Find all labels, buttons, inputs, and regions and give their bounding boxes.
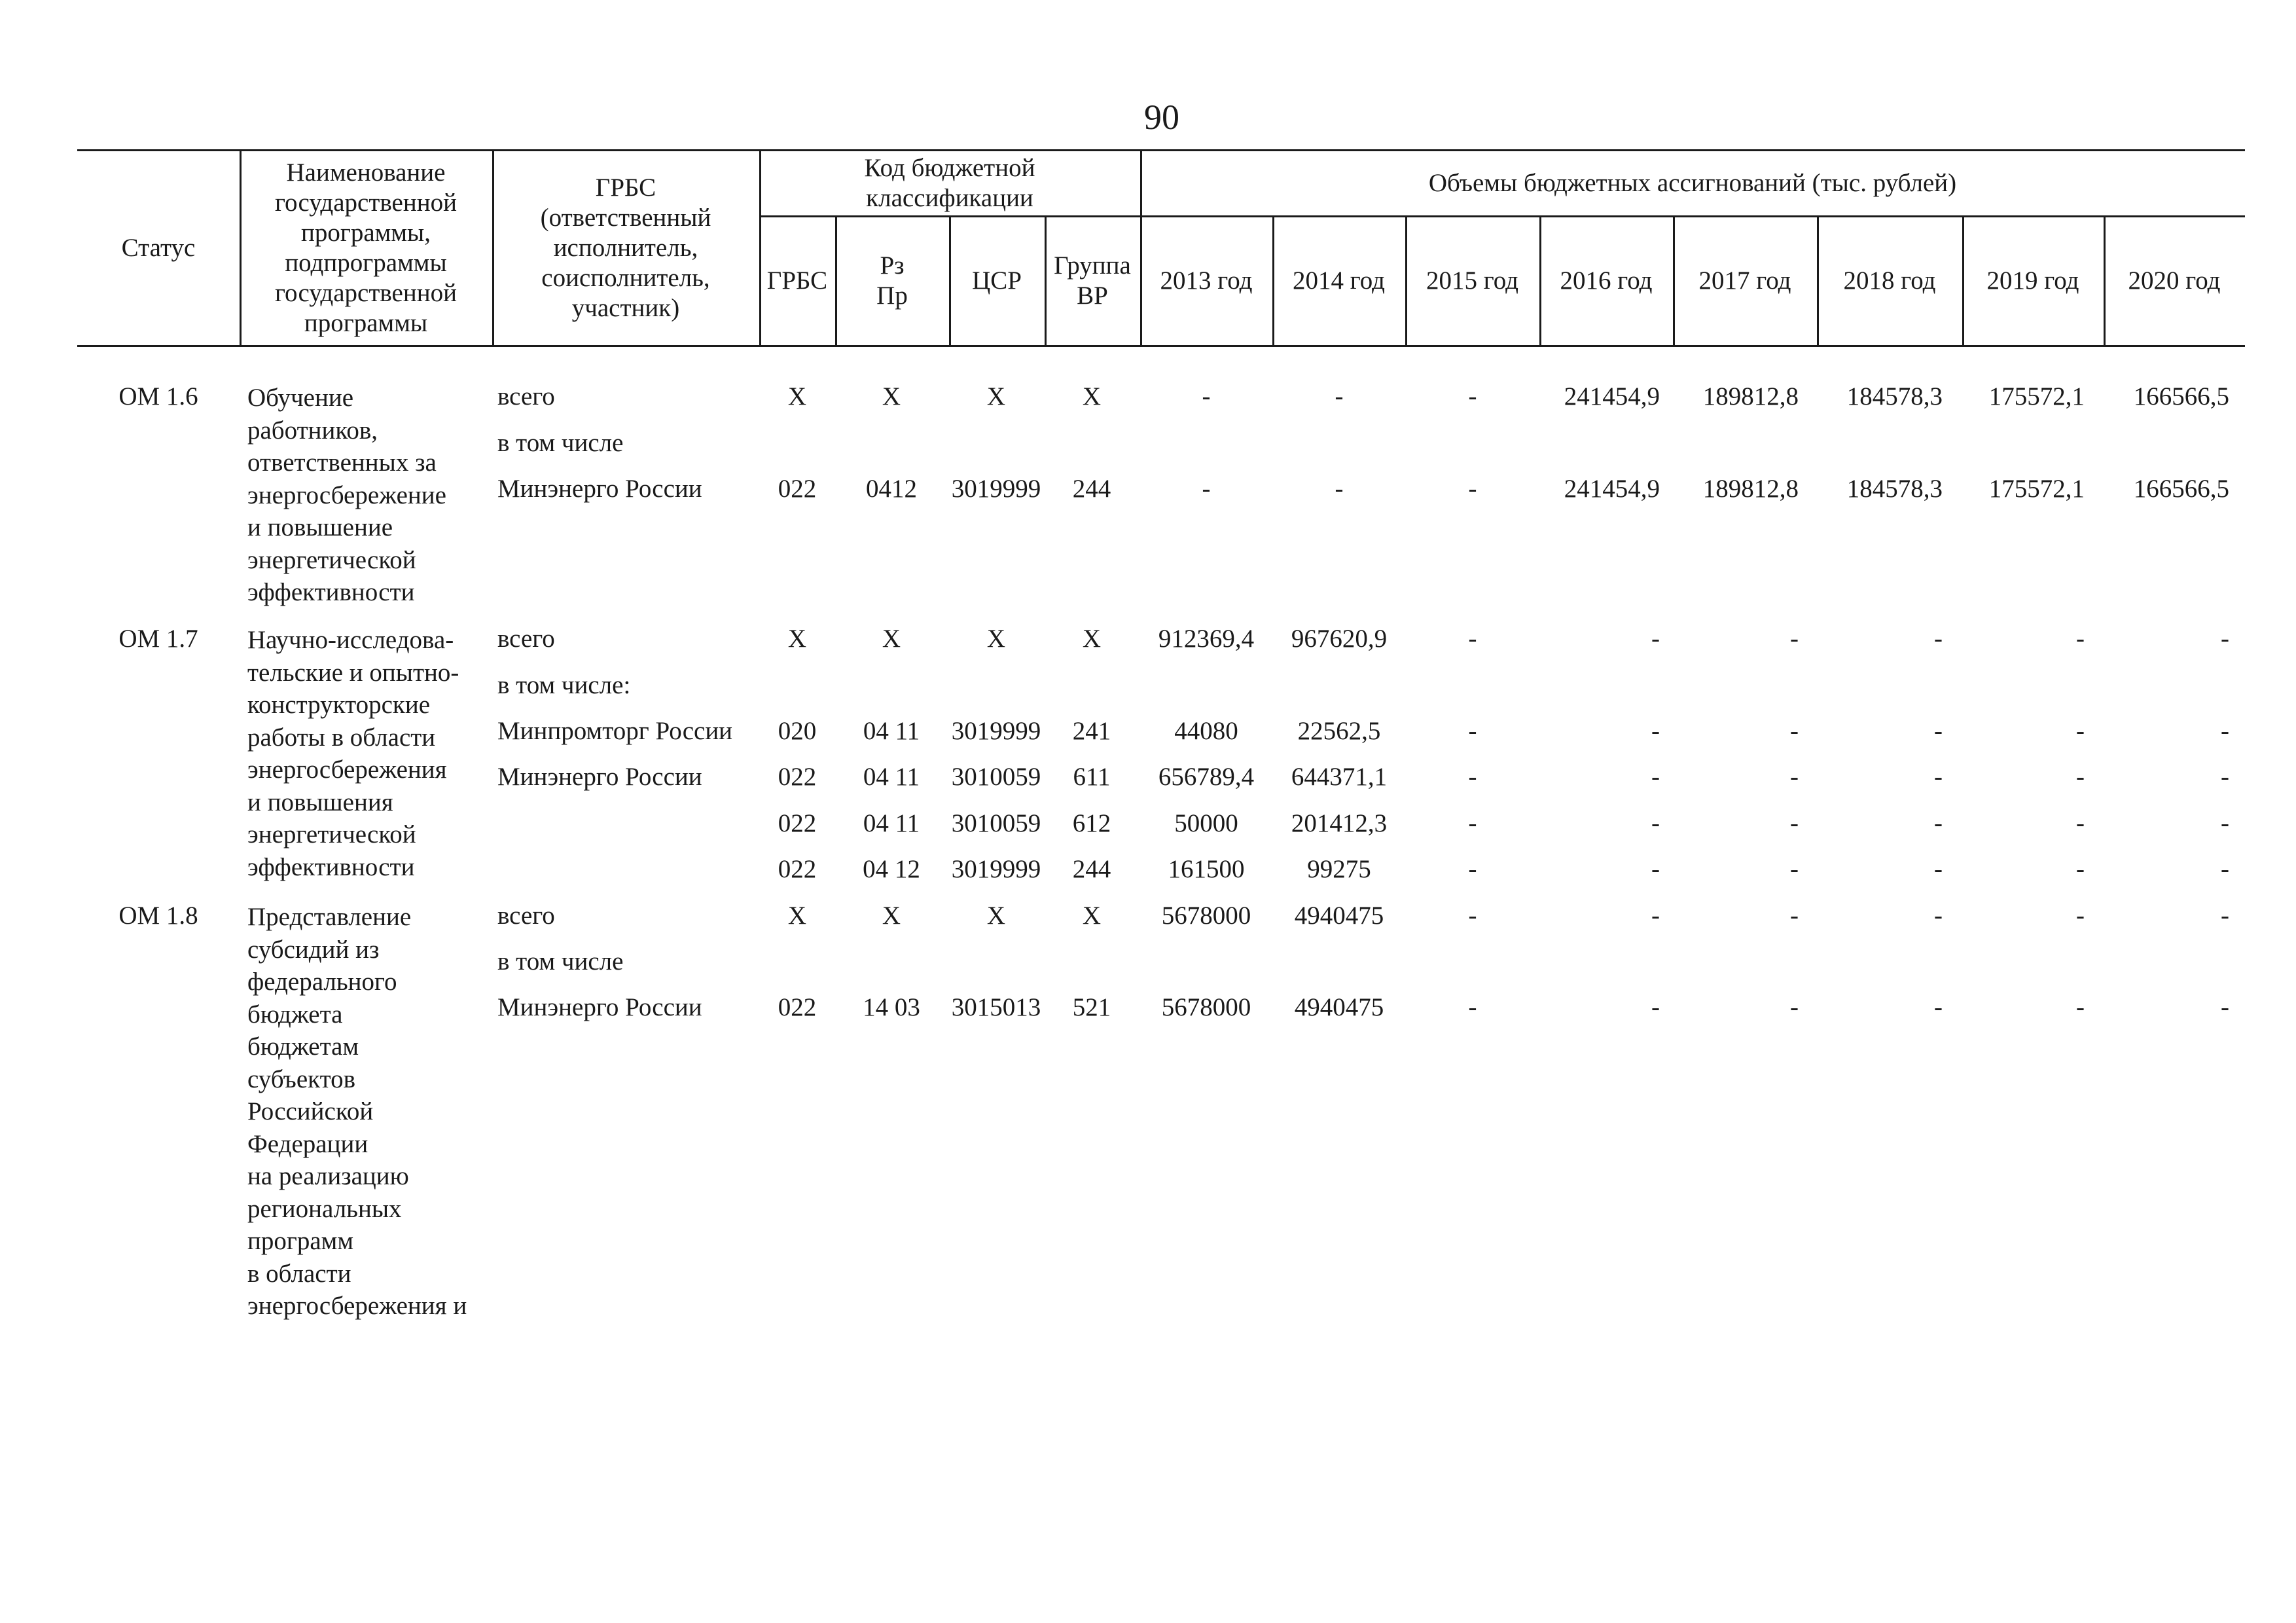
header-year-2017: 2017 год — [1698, 266, 1791, 295]
code-csr: Х — [986, 382, 1006, 410]
executor-name: Минэнерго России — [497, 763, 702, 791]
row-status: ОМ 1.8 — [118, 902, 198, 930]
code-grbs: 022 — [778, 855, 817, 883]
header-year-2013: 2013 год — [1160, 266, 1253, 295]
code-rzpr: 04 12 — [863, 855, 920, 883]
header-budget-code: Код бюджетной классификации — [864, 153, 1035, 212]
code-grbs: Х — [787, 902, 807, 930]
value-cell: 175572,1 — [1988, 475, 2085, 503]
code-rzpr: 04 11 — [863, 809, 920, 837]
code-rzpr: 0412 — [866, 475, 917, 503]
header-code-vr: Группа ВР — [1054, 251, 1131, 310]
value-cell: - — [1651, 993, 1660, 1021]
code-csr: 3010059 — [951, 809, 1041, 837]
code-grbs: 020 — [778, 717, 817, 745]
code-csr: 3010059 — [951, 763, 1041, 791]
value-cell: - — [2221, 993, 2229, 1021]
code-grbs: 022 — [778, 809, 817, 837]
value-cell: 44080 — [1174, 717, 1238, 745]
code-vr: Х — [1082, 382, 1102, 410]
value-cell: 241454,9 — [1564, 475, 1660, 503]
value-cell: 5678000 — [1161, 993, 1251, 1021]
value-cell: - — [1651, 717, 1660, 745]
value-cell: - — [1335, 382, 1344, 410]
value-cell: - — [1468, 382, 1477, 410]
value-cell: - — [1335, 475, 1344, 503]
code-vr: 244 — [1072, 475, 1111, 503]
code-grbs: Х — [787, 625, 807, 653]
value-cell: - — [1934, 809, 1943, 837]
value-cell: 4940475 — [1294, 902, 1384, 930]
header-year-2014: 2014 год — [1293, 266, 1385, 295]
value-cell: - — [2076, 625, 2085, 653]
code-grbs: Х — [787, 382, 807, 410]
value-cell: - — [1468, 902, 1477, 930]
executor-name: Минпромторг России — [497, 717, 733, 745]
executor-name: в том числе — [497, 947, 624, 976]
code-vr: 244 — [1072, 855, 1111, 883]
header-year-2018: 2018 год — [1843, 266, 1936, 295]
code-vr: 611 — [1073, 763, 1111, 791]
value-cell: 189812,8 — [1702, 382, 1799, 410]
value-cell: - — [1651, 625, 1660, 653]
value-cell: - — [1468, 809, 1477, 837]
value-cell: - — [2076, 763, 2085, 791]
value-cell: - — [2221, 855, 2229, 883]
code-csr: 3019999 — [951, 855, 1041, 883]
program-name: Обучение работников, ответственных за энергосбережение и повышение энергетической эффективности — [247, 384, 446, 606]
code-csr: 3019999 — [951, 475, 1041, 503]
value-cell: 656789,4 — [1158, 763, 1255, 791]
value-cell: 166566,5 — [2133, 475, 2229, 503]
value-cell: - — [2076, 902, 2085, 930]
code-vr: 521 — [1072, 993, 1111, 1021]
value-cell: - — [2221, 902, 2229, 930]
executor-name: Минэнерго России — [497, 993, 702, 1021]
value-cell: - — [1934, 902, 1943, 930]
header-budget-volumes: Объемы бюджетных ассигнований (тыс. рублей) — [1428, 168, 1957, 197]
code-vr: 241 — [1072, 717, 1111, 745]
value-cell: - — [2076, 855, 2085, 883]
value-cell: 241454,9 — [1564, 382, 1660, 410]
header-grbs-executor: ГРБС (ответственный исполнитель, соисполнитель, участник) — [540, 173, 711, 322]
code-rzpr: Х — [882, 382, 901, 410]
value-cell: - — [2221, 809, 2229, 837]
value-cell: - — [1651, 855, 1660, 883]
value-cell: - — [1202, 382, 1211, 410]
value-cell: 50000 — [1174, 809, 1238, 837]
value-cell: - — [1468, 475, 1477, 503]
code-grbs: 022 — [778, 993, 817, 1021]
value-cell: 5678000 — [1161, 902, 1251, 930]
header-year-2019: 2019 год — [1986, 266, 2079, 295]
value-cell: - — [1790, 993, 1799, 1021]
header-year-2015: 2015 год — [1426, 266, 1518, 295]
code-vr: Х — [1082, 902, 1102, 930]
value-cell: 22562,5 — [1297, 717, 1381, 745]
code-vr: 612 — [1072, 809, 1111, 837]
value-cell: 166566,5 — [2133, 382, 2229, 410]
value-cell: 189812,8 — [1702, 475, 1799, 503]
value-cell: 99275 — [1307, 855, 1371, 883]
value-cell: 4940475 — [1294, 993, 1384, 1021]
code-grbs: 022 — [778, 475, 817, 503]
code-rzpr: 04 11 — [863, 763, 920, 791]
value-cell: 175572,1 — [1988, 382, 2085, 410]
value-cell: 201412,3 — [1291, 809, 1388, 837]
value-cell: - — [2076, 717, 2085, 745]
row-status: ОМ 1.6 — [118, 382, 198, 410]
value-cell: - — [1651, 809, 1660, 837]
value-cell: - — [1790, 902, 1799, 930]
header-program-name: Наименование государственной программы, подпрограммы государственной программы — [275, 158, 457, 337]
row-status: ОМ 1.7 — [118, 625, 198, 653]
header-code-rzpr: Рз Пр — [876, 251, 908, 310]
executor-name: всего — [497, 625, 555, 653]
header-year-2016: 2016 год — [1560, 266, 1653, 295]
executor-name: в том числе — [497, 429, 624, 457]
value-cell: - — [1934, 993, 1943, 1021]
code-rzpr: Х — [882, 902, 901, 930]
value-cell: - — [2076, 993, 2085, 1021]
value-cell: - — [1790, 717, 1799, 745]
executor-name: Минэнерго России — [497, 475, 702, 503]
value-cell: 644371,1 — [1291, 763, 1388, 791]
executor-name: всего — [497, 902, 555, 930]
code-csr: 3019999 — [951, 717, 1041, 745]
value-cell: - — [2076, 809, 2085, 837]
header-code-csr: ЦСР — [972, 266, 1022, 295]
code-csr: Х — [986, 625, 1006, 653]
value-cell: - — [2221, 763, 2229, 791]
header-year-2020: 2020 год — [2128, 266, 2221, 295]
value-cell: - — [2221, 717, 2229, 745]
value-cell: 967620,9 — [1291, 625, 1388, 653]
value-cell: - — [1468, 763, 1477, 791]
code-vr: Х — [1082, 625, 1102, 653]
page-number: 90 — [1144, 98, 1179, 137]
executor-name: в том числе: — [497, 671, 631, 699]
value-cell: - — [1934, 625, 1943, 653]
value-cell: - — [1468, 855, 1477, 883]
value-cell: 161500 — [1168, 855, 1245, 883]
program-name: Представление субсидий из федерального бюджета бюджетам субъектов Российской Федерации на реализацию региональных программ в области энергосбережения и — [247, 903, 467, 1320]
header-bottom-rule — [77, 345, 2245, 347]
value-cell: - — [1790, 763, 1799, 791]
code-csr: Х — [986, 902, 1006, 930]
value-cell: - — [1468, 993, 1477, 1021]
value-cell: - — [2221, 625, 2229, 653]
executor-name: всего — [497, 382, 555, 410]
value-cell: - — [1934, 763, 1943, 791]
value-cell: - — [1651, 763, 1660, 791]
code-csr: 3015013 — [951, 993, 1041, 1021]
value-cell: - — [1468, 625, 1477, 653]
value-cell: - — [1790, 625, 1799, 653]
header-status: Статус — [121, 233, 196, 262]
value-cell: - — [1468, 717, 1477, 745]
value-cell: 184578,3 — [1846, 475, 1943, 503]
value-cell: - — [1202, 475, 1211, 503]
program-name: Научно-исследова- тельские и опытно- конструкторские работы в области энергосбережения и повышения энергетической эффективности — [247, 626, 459, 881]
value-cell: - — [1934, 855, 1943, 883]
value-cell: - — [1790, 855, 1799, 883]
code-rzpr: 14 03 — [863, 993, 920, 1021]
value-cell: 912369,4 — [1158, 625, 1255, 653]
code-rzpr: Х — [882, 625, 901, 653]
value-cell: - — [1651, 902, 1660, 930]
value-cell: 184578,3 — [1846, 382, 1943, 410]
value-cell: - — [1934, 717, 1943, 745]
value-cell: - — [1790, 809, 1799, 837]
code-rzpr: 04 11 — [863, 717, 920, 745]
code-grbs: 022 — [778, 763, 817, 791]
header-code-grbs: ГРБС — [766, 266, 828, 295]
